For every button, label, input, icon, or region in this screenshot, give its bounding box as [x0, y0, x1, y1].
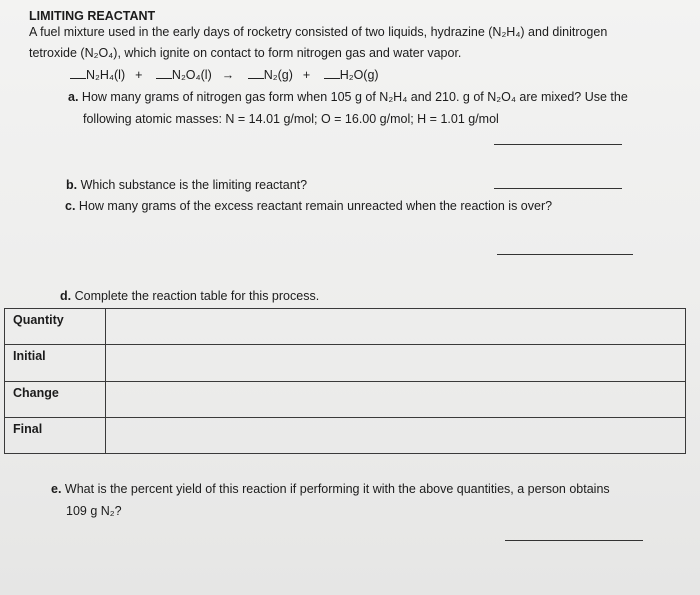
question-a-line-1: a. How many grams of nitrogen gas form when 105 g of N₂H₄ and 210. g of N₂O₄ are mixed? Use the: [68, 90, 628, 104]
worksheet-title: LIMITING REACTANT: [29, 9, 156, 23]
cell-initial[interactable]: [106, 345, 686, 381]
plus-sign: +: [302, 68, 311, 82]
reactant-dinitrogen-tetroxide: N₂O₄(l): [171, 68, 212, 82]
chemical-equation: [70, 67, 379, 83]
cell-final[interactable]: [106, 417, 686, 453]
coefficient-blank[interactable]: [248, 68, 264, 79]
reaction-arrow: →: [221, 68, 235, 82]
reaction-table: [4, 308, 686, 454]
question-b: b. Which substance is the limiting reactant?: [66, 178, 308, 192]
reactant-hydrazine: N₂H₄(l): [86, 68, 126, 82]
table-row-quantity: [5, 309, 686, 345]
product-water: H₂O(g): [339, 68, 379, 82]
table-row-change: [5, 381, 686, 417]
question-a-line-2: following atomic masses: N = 14.01 g/mol; O = 16.00 g/mol; H = 1.01 g/mol: [83, 112, 499, 126]
answer-e-blank[interactable]: [505, 540, 643, 541]
question-c: c. How many grams of the excess reactant remain unreacted when the reaction is over?: [65, 199, 553, 213]
intro-line-1: A fuel mixture used in the early days of rocketry consisted of two liquids, hydrazine (N₂H₄) and dinitrogen: [29, 25, 608, 39]
table-row-final: [5, 417, 686, 453]
coefficient-blank[interactable]: [70, 68, 86, 79]
table-row-initial: [5, 345, 686, 381]
plus-sign: +: [135, 68, 143, 82]
row-label-final: Final: [5, 417, 106, 453]
question-e-line-2: 109 g N₂?: [66, 504, 122, 518]
answer-c-blank[interactable]: [497, 254, 633, 255]
product-nitrogen: N₂(g): [263, 68, 293, 82]
row-label-initial: Initial: [5, 345, 106, 381]
cell-change[interactable]: [106, 381, 686, 417]
cell-quantity[interactable]: [106, 309, 686, 345]
answer-a-blank[interactable]: [494, 144, 622, 145]
row-label-change: Change: [5, 381, 106, 417]
question-d: d. Complete the reaction table for this process.: [60, 289, 320, 303]
answer-b-blank[interactable]: [494, 188, 622, 189]
coefficient-blank[interactable]: [156, 68, 172, 79]
coefficient-blank[interactable]: [324, 68, 340, 79]
intro-line-2: tetroxide (N₂O₄), which ignite on contact to form nitrogen gas and water vapor.: [29, 46, 462, 60]
question-e-line-1: e. What is the percent yield of this reaction if performing it with the above quantities, a person obtains: [51, 482, 610, 496]
row-label-quantity: Quantity: [5, 309, 106, 345]
